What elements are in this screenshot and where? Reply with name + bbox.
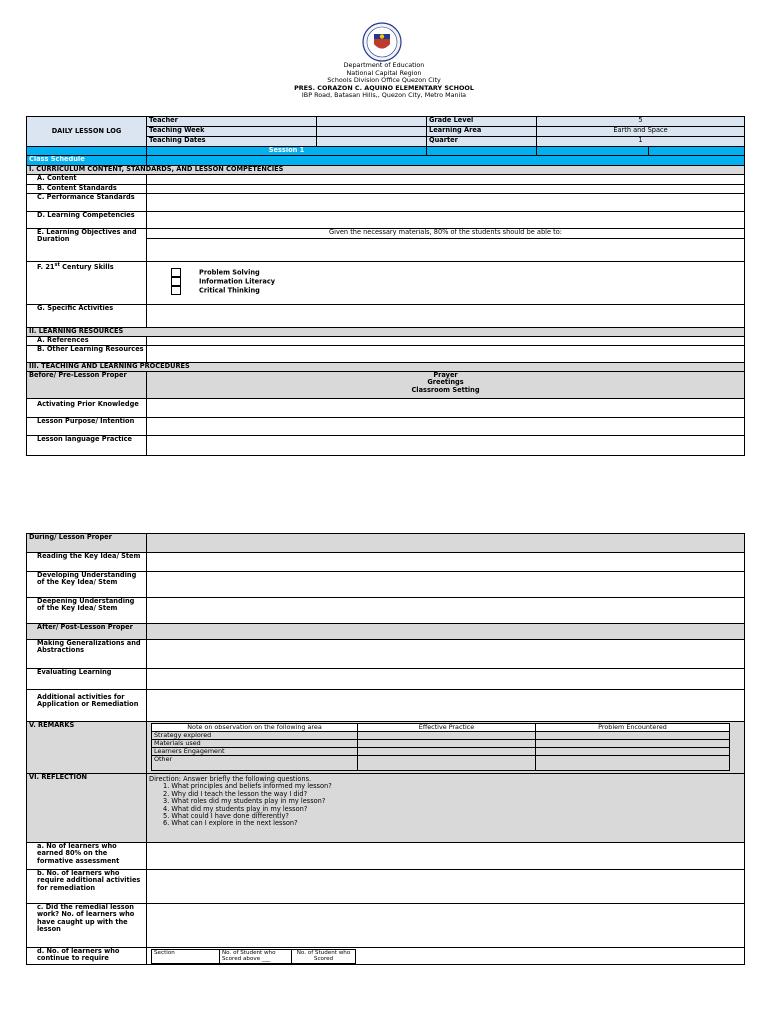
document-header <box>0 62 768 100</box>
specific-activities-label: G. Specific Activities <box>27 305 147 328</box>
remarks-other-effective[interactable] <box>358 756 536 771</box>
d-header-scored: No. of Student who Scored <box>292 950 356 964</box>
learning-objectives-field[interactable] <box>147 239 745 262</box>
during-lesson-label: During/ Lesson Proper <box>27 534 147 553</box>
before-lesson-label: Before/ Pre-Lesson Proper <box>27 372 147 399</box>
class-schedule-field[interactable] <box>147 156 745 166</box>
session-cell-4 <box>537 147 649 156</box>
reflection-question-1: 1. What principles and beliefs informed my lesson? <box>163 782 332 791</box>
references-field[interactable] <box>147 337 745 346</box>
school-name: PRES. CORAZON C. AQUINO ELEMENTARY SCHOOL <box>294 83 474 92</box>
question-d-table <box>151 949 356 964</box>
section-procedures-heading: III. TEACHING AND LEARNING PROCEDURES <box>27 363 745 372</box>
lesson-log-table-page-2 <box>26 533 745 965</box>
reflection-direction: Direction: Answer briefly the following questions. <box>149 775 312 783</box>
performance-standards-label: C. Performance Standards <box>27 194 147 212</box>
remarks-engagement-problem[interactable] <box>536 748 730 756</box>
session-cell-5 <box>649 147 745 156</box>
after-lesson-field[interactable] <box>147 624 745 640</box>
remarks-row-engagement: Learners Engagement <box>152 748 358 756</box>
remarks-row-materials: Materials used <box>152 740 358 748</box>
item-classroom-setting: Classroom Setting <box>411 385 480 394</box>
deepening-understanding-field[interactable] <box>147 598 745 624</box>
school-address: IBP Road, Batasan Hills,, Quezon City, Metro Manila <box>301 91 467 100</box>
specific-activities-field[interactable] <box>147 305 745 328</box>
d-header-section: Section <box>152 950 220 964</box>
header-line-2: National Capital Region <box>346 68 422 77</box>
reflection-question-6: 6. What can I explore in the next lesson? <box>163 819 298 828</box>
skill-information-literacy-label: Information Literacy <box>199 277 276 286</box>
teaching-dates-label: Teaching Dates <box>147 137 317 147</box>
century-skills-label-text: F. 21 <box>37 263 55 272</box>
reflection-question-3: 3. What roles did my students play in my lesson? <box>163 797 326 806</box>
remarks-header-observation: Note on observation on the following area <box>152 724 358 732</box>
d-header-scored-above: No. of Student who Scored above ___ <box>220 950 292 964</box>
deepening-understanding-label: Deepening Understanding of the Key Idea/ Stem <box>27 598 147 624</box>
content-standards-label: B. Content Standards <box>27 185 147 194</box>
learning-area-value[interactable]: Earth and Space <box>537 127 745 137</box>
developing-understanding-label: Developing Understanding of the Key Idea/ Stem <box>27 572 147 598</box>
question-a-field[interactable] <box>147 843 745 870</box>
century-skills-sup: st <box>54 262 60 268</box>
content-standards-field[interactable] <box>147 185 745 194</box>
item-greetings: Greetings <box>427 378 464 387</box>
learning-competencies-field[interactable] <box>147 212 745 229</box>
developing-understanding-field[interactable] <box>147 572 745 598</box>
evaluating-learning-field[interactable] <box>147 669 745 690</box>
reflection-label: VI. REFLECTION <box>27 774 147 843</box>
other-resources-field[interactable] <box>147 346 745 363</box>
content-label: A. Content <box>27 175 147 185</box>
section-curriculum-heading: I. CURRICULUM CONTENT, STANDARDS, AND LESSON COMPETENCIES <box>27 166 745 175</box>
remarks-strategy-problem[interactable] <box>536 732 730 740</box>
after-lesson-label: After/ Post-Lesson Proper <box>27 624 147 640</box>
remarks-materials-problem[interactable] <box>536 740 730 748</box>
remarks-header-effective: Effective Practice <box>358 724 536 732</box>
teacher-label: Teacher <box>147 117 317 127</box>
reading-key-idea-label: Reading the Key Idea/ Stem <box>27 553 147 572</box>
learning-competencies-label: D. Learning Competencies <box>27 212 147 229</box>
teaching-dates-field[interactable] <box>317 137 427 147</box>
grade-level-label: Grade Level <box>427 117 537 127</box>
skill-problem-solving <box>171 268 742 277</box>
performance-standards-field[interactable] <box>147 194 745 212</box>
generalizations-label: Making Generalizations and Abstractions <box>27 640 147 669</box>
content-field[interactable] <box>147 175 745 185</box>
daily-lesson-log-title: DAILY LESSON LOG <box>27 117 147 147</box>
learning-objectives-label: E. Learning Objectives and Duration <box>27 229 147 262</box>
remarks-strategy-effective[interactable] <box>358 732 536 740</box>
section-resources-heading: II. LEARNING RESOURCES <box>27 328 745 337</box>
remarks-other-problem[interactable] <box>536 756 730 771</box>
question-d-label: d. No. of learners who continue to require <box>27 948 147 965</box>
language-practice-label: Lesson language Practice <box>27 436 147 456</box>
item-prayer: Prayer <box>433 371 458 379</box>
skill-critical-thinking <box>171 286 742 295</box>
remarks-row-other: Other <box>152 756 358 771</box>
remarks-header-problem: Problem Encountered <box>536 724 730 732</box>
century-skills-cell <box>147 262 745 305</box>
class-schedule-label: Class Schedule <box>27 156 147 166</box>
skill-information-literacy <box>171 277 742 286</box>
evaluating-learning-label: Evaluating Learning <box>27 669 147 690</box>
session-row-blank <box>27 147 147 156</box>
references-label: A. References <box>27 337 147 346</box>
quarter-label: Quarter <box>427 137 537 147</box>
lesson-purpose-label: Lesson Purpose/ Intention <box>27 418 147 436</box>
learning-area-label: Learning Area <box>427 127 537 137</box>
question-d-cell <box>147 948 745 965</box>
teaching-week-label: Teaching Week <box>147 127 317 137</box>
generalizations-field[interactable] <box>147 640 745 669</box>
remarks-table <box>151 723 730 771</box>
header-line-3: Schools Division Office Quezon City <box>327 76 441 85</box>
reflection-question-4: 4. What did my students play in my lesson? <box>163 804 308 813</box>
century-skills-label-tail: Century Skills <box>59 263 114 272</box>
teaching-week-field[interactable] <box>317 127 427 137</box>
reflection-question-5: 5. What could I have done differently? <box>163 812 289 821</box>
lesson-purpose-field[interactable] <box>147 418 745 436</box>
deped-seal-logo <box>358 22 406 62</box>
other-resources-label: B. Other Learning Resources <box>27 346 147 363</box>
during-lesson-field[interactable] <box>147 534 745 553</box>
teacher-field[interactable] <box>317 117 427 127</box>
prior-knowledge-label: Activating Prior Knowledge <box>27 399 147 418</box>
question-a-label: a. No of learners who earned 80% on the formative assessment <box>27 843 147 870</box>
remarks-cell <box>147 722 745 774</box>
reflection-cell[interactable] <box>147 774 745 843</box>
question-b-label: b. No. of learners who require additional activities for remediation <box>27 870 147 904</box>
language-practice-field[interactable] <box>147 436 745 456</box>
grade-level-value[interactable]: 5 <box>537 117 745 127</box>
checkbox-information-literacy[interactable] <box>171 277 181 286</box>
additional-activities-field[interactable] <box>147 690 745 722</box>
remarks-row-strategy: Strategy explored <box>152 732 358 740</box>
quarter-value[interactable]: 1 <box>537 137 745 147</box>
lesson-log-table <box>26 116 745 456</box>
additional-activities-label: Additional activities for Application or Remediation <box>27 690 147 722</box>
session-cell-3 <box>427 147 537 156</box>
century-skills-label <box>27 262 147 305</box>
question-c-label: c. Did the remedial lesson work? No. of learners who have caught up with the lesson <box>27 904 147 948</box>
remarks-engagement-effective[interactable] <box>358 748 536 756</box>
reflection-question-2: 2. Why did I teach the lesson the way I did? <box>163 789 308 798</box>
before-lesson-items <box>147 372 745 399</box>
checkbox-problem-solving[interactable] <box>171 268 181 277</box>
skill-problem-solving-label: Problem Solving <box>199 268 260 277</box>
session-label: Session 1 <box>147 147 427 156</box>
skill-critical-thinking-label: Critical Thinking <box>199 286 260 295</box>
question-c-field[interactable] <box>147 904 745 948</box>
objectives-note: Given the necessary materials, 80% of the students should be able to: <box>147 229 745 239</box>
remarks-materials-effective[interactable] <box>358 740 536 748</box>
question-b-field[interactable] <box>147 870 745 904</box>
header-line-1: Department of Education <box>343 61 425 69</box>
prior-knowledge-field[interactable] <box>147 399 745 418</box>
remarks-label: V. REMARKS <box>27 722 147 774</box>
checkbox-critical-thinking[interactable] <box>171 286 181 295</box>
reading-key-idea-field[interactable] <box>147 553 745 572</box>
